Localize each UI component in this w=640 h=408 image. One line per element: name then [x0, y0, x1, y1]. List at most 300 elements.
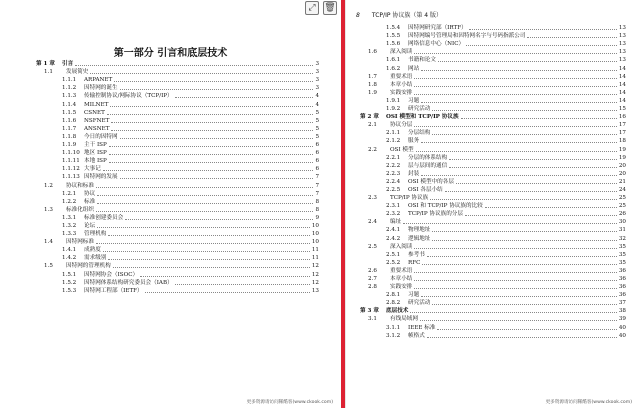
toc-entry-title: 本地 ISP: [84, 158, 107, 165]
toc-entry[interactable]: [360, 275, 626, 283]
toc-entry-title: 深入阅读: [390, 243, 413, 250]
toc-entry-title: 层与层间的通信: [408, 162, 448, 169]
toc-entry[interactable]: [36, 60, 319, 68]
toc-leader-dots: [421, 142, 617, 143]
toc-leader-dots: [114, 81, 313, 82]
toc-entry-number: 1.6.2: [386, 65, 401, 72]
toc-entry[interactable]: [360, 307, 626, 315]
toc-entry-page: 9: [315, 214, 319, 221]
toc-entry-number: 3.1.1: [386, 324, 401, 331]
toc-entry-title: TCP/IP 协议族的分层: [408, 211, 463, 218]
toc-entry[interactable]: [360, 202, 626, 210]
toc-entry-title: OSI 和 TCP/IP 协议族的比较: [408, 203, 483, 210]
toc-entry-page: 14: [618, 73, 626, 80]
left-toc: [36, 60, 319, 295]
toc-entry[interactable]: [360, 218, 626, 226]
toc-entry-title: 因特网体系结构研究委员会（IAB）: [84, 279, 173, 286]
toc-entry-title: 网站: [408, 65, 420, 72]
toc-entry-page: 5: [315, 125, 319, 132]
toc-entry[interactable]: [36, 141, 319, 149]
toc-entry-number: 1.1.2: [62, 85, 77, 92]
toc-entry-number: 1.6.1: [386, 57, 401, 64]
toc-entry[interactable]: [36, 198, 319, 206]
right-page: [346, 0, 640, 408]
toc-entry-page: 35: [618, 251, 626, 258]
toc-entry-page: 12: [311, 279, 319, 286]
toc-entry-number: 2.4.1: [386, 227, 401, 234]
toc-entry-number: 2.1: [368, 122, 377, 129]
toc-leader-dots: [421, 296, 617, 297]
toc-leader-dots: [96, 243, 310, 244]
toc-entry-page: 35: [618, 243, 626, 250]
toc-entry-number: 2.2.3: [386, 170, 401, 177]
toc-entry-number: 1.4.2: [62, 255, 77, 262]
toc-entry-page: 35: [618, 259, 626, 266]
toc-entry-page: 16: [618, 114, 626, 121]
toc-entry[interactable]: [360, 89, 626, 97]
toc-leader-dots: [416, 151, 617, 152]
toc-entry-number: 1.2.2: [62, 198, 77, 205]
toc-leader-dots: [432, 304, 616, 305]
toc-entry-number: 1.1.9: [62, 142, 77, 149]
toc-entry-title: 封装: [408, 170, 420, 177]
toc-entry-page: 5: [315, 117, 319, 124]
toc-entry-page: 5: [315, 109, 319, 116]
toc-entry[interactable]: [360, 97, 626, 105]
trash-icon[interactable]: 🗑: [324, 3, 336, 13]
toc-entry[interactable]: [36, 149, 319, 157]
toc-entry[interactable]: [360, 73, 626, 81]
toc-entry-number: 2.2.2: [386, 162, 401, 169]
toc-entry[interactable]: [360, 137, 626, 145]
toc-entry-title: 本章小结: [390, 276, 413, 282]
toc-entry-title: 实践安排: [390, 89, 413, 96]
toc-leader-dots: [420, 320, 617, 321]
toc-entry[interactable]: [36, 92, 319, 100]
toc-entry[interactable]: [360, 170, 626, 178]
toc-entry[interactable]: [36, 254, 319, 262]
toc-leader-dots: [445, 191, 617, 192]
toc-entry-page: 17: [618, 130, 626, 137]
toc-entry-page: 21: [618, 178, 626, 185]
toc-entry-page: 6: [315, 142, 319, 149]
toc-entry[interactable]: [360, 194, 626, 202]
toc-entry-title: 实践安排: [390, 284, 413, 291]
toc-leader-dots: [96, 211, 313, 212]
toc-entry[interactable]: [360, 105, 626, 113]
toc-entry-title: 物理地址: [408, 227, 431, 234]
toc-entry[interactable]: [360, 56, 626, 64]
toc-entry-number: 2.2.1: [386, 154, 401, 161]
toc-entry-page: 32: [618, 235, 626, 242]
toc-entry-number: 2.3.1: [386, 203, 401, 210]
toc-entry-title: OSI 模型中的各层: [408, 178, 454, 185]
toc-entry-title: 有线局域网: [390, 316, 418, 323]
toc-entry[interactable]: [360, 64, 626, 72]
toc-leader-dots: [432, 110, 616, 111]
toc-entry-number: 2.3: [368, 195, 377, 202]
export-icon[interactable]: ⤢: [305, 1, 319, 15]
toc-entry-number: 1.6: [368, 49, 377, 56]
toc-entry-number: 1.5.1: [62, 271, 77, 278]
toc-entry-page: 37: [618, 300, 626, 307]
toc-entry[interactable]: [360, 178, 626, 186]
toc-entry-title: 逻辑地址: [408, 235, 431, 242]
toc-entry-title: 管理机构: [84, 231, 107, 238]
toc-leader-dots: [113, 267, 310, 268]
toc-entry-title: 网络信息中心（NIC）: [408, 41, 465, 48]
toc-entry[interactable]: [360, 226, 626, 234]
toc-entry-number: 1.1.3: [62, 93, 77, 100]
toc-entry-number: 1.1.8: [62, 133, 77, 140]
toc-entry-title: MILNET: [84, 101, 109, 108]
toc-entry-title: 标准创建委员会: [84, 214, 124, 221]
toc-entry[interactable]: [36, 165, 319, 173]
toc-leader-dots: [111, 122, 313, 123]
toc-entry-title: 标准: [84, 198, 96, 205]
running-header: [356, 10, 626, 19]
toc-entry-page: 20: [618, 162, 626, 169]
toc-entry[interactable]: [36, 125, 319, 133]
toc-leader-dots: [97, 227, 310, 228]
right-toc: [360, 24, 626, 340]
toc-leader-dots: [414, 288, 616, 289]
toc-leader-dots: [421, 70, 617, 71]
toc-entry-page: 7: [315, 190, 319, 197]
toc-entry-page: 12: [311, 271, 319, 278]
toc-entry-title: 协议分层: [390, 122, 413, 129]
toc-leader-dots: [145, 292, 310, 293]
toc-entry-page: 36: [618, 284, 626, 291]
toc-entry-page: 6: [315, 166, 319, 173]
toc-entry-title: 主干 ISP: [84, 142, 107, 149]
toc-leader-dots: [125, 219, 313, 220]
toc-entry[interactable]: [36, 133, 319, 141]
toc-entry-page: 8: [315, 198, 319, 205]
toc-entry-page: 36: [618, 276, 626, 282]
toc-entry-title: 大事记: [84, 166, 101, 173]
toc-entry-number: 2.6: [368, 267, 377, 274]
toc-leader-dots: [432, 134, 616, 135]
toc-entry[interactable]: [360, 299, 626, 307]
toc-entry[interactable]: [360, 323, 626, 331]
toc-entry-number: 1.5.5: [386, 33, 401, 40]
toc-entry-page: 13: [618, 57, 626, 64]
left-footer: 更多资源请访问稀酷客(www.ckook.com): [246, 400, 333, 405]
part-title: 第一部分 引言和底层技术: [113, 48, 228, 59]
page-toolbar: [305, 1, 337, 15]
toc-entry-title: CSNET: [84, 109, 105, 116]
toc-entry-page: 3: [315, 69, 319, 76]
toc-entry-number: 1.3.2: [62, 222, 77, 229]
toc-entry[interactable]: [360, 332, 626, 340]
toc-entry-title: 今日的因特网: [84, 133, 118, 140]
toc-entry-number: 2.2.4: [386, 178, 401, 185]
toc-entry-title: 需求级别: [84, 255, 107, 262]
toc-entry-title: 协议和标准: [66, 182, 94, 189]
toc-leader-dots: [485, 207, 617, 208]
toc-entry-number: 2.4.2: [386, 235, 401, 242]
toc-entry[interactable]: [360, 251, 626, 259]
toc-entry-number: 1.1.13: [62, 174, 80, 181]
toc-entry-page: 7: [315, 182, 319, 189]
toc-leader-dots: [527, 37, 616, 38]
toc-entry-number: 1.2.1: [62, 190, 77, 197]
toc-leader-dots: [103, 251, 310, 252]
toc-entry-title: RFC: [408, 259, 421, 266]
toc-entry-page: 13: [618, 25, 626, 32]
toc-entry-page: 8: [315, 206, 319, 213]
toc-entry-title: 参考书: [408, 251, 425, 258]
toc-entry-title: 因特网编号管理局和因特网名字与号码指派公司: [408, 33, 526, 40]
toc-entry[interactable]: [36, 190, 319, 198]
toc-entry[interactable]: [36, 238, 319, 246]
toc-entry-number: 2.2.5: [386, 186, 401, 193]
toc-leader-dots: [103, 170, 314, 171]
toc-entry-number: 1.5.6: [386, 41, 401, 48]
toc-entry-number: 1.3: [44, 206, 53, 213]
toc-entry-title: 深入阅读: [390, 49, 413, 56]
toc-entry[interactable]: [36, 76, 319, 84]
toc-entry-page: 36: [618, 292, 626, 299]
toc-entry-page: 11: [311, 255, 319, 262]
toc-entry-number: 3.1: [368, 316, 377, 323]
toc-entry[interactable]: [36, 222, 319, 230]
toc-leader-dots: [120, 178, 314, 179]
toc-entry-page: 3: [315, 77, 319, 84]
toc-entry[interactable]: [360, 81, 626, 89]
toc-entry[interactable]: [360, 283, 626, 291]
toc-entry-title: 标准化组织: [66, 206, 94, 213]
toc-leader-dots: [427, 337, 617, 338]
toc-entry-number: 1.1.1: [62, 77, 77, 84]
toc-entry-page: 31: [618, 227, 626, 234]
toc-entry-page: 19: [618, 146, 626, 153]
toc-entry-page: 18: [618, 138, 626, 145]
toc-entry-title: 因特网的发展: [84, 174, 118, 181]
toc-entry[interactable]: [360, 145, 626, 153]
toc-entry-title: OSI 模型和 TCP/IP 协议族: [386, 114, 459, 121]
toc-entry-number: 1.2: [44, 182, 53, 189]
toc-entry[interactable]: [360, 210, 626, 218]
toc-leader-dots: [75, 65, 313, 66]
toc-entry[interactable]: [360, 267, 626, 275]
toc-entry-number: 1.9.1: [386, 97, 401, 104]
toc-entry-number: 1.1.7: [62, 125, 77, 132]
toc-entry-page: 7: [315, 174, 319, 181]
toc-leader-dots: [97, 195, 313, 196]
toc-leader-dots: [422, 264, 617, 265]
toc-entry-page: 25: [618, 195, 626, 202]
toc-leader-dots: [110, 106, 313, 107]
toc-entry[interactable]: [36, 230, 319, 238]
page-number: 8: [356, 12, 360, 19]
toc-entry-page: 5: [315, 133, 319, 140]
toc-entry-page: 3: [315, 61, 319, 68]
toc-leader-dots: [465, 215, 617, 216]
toc-entry-page: 24: [618, 186, 626, 193]
toc-entry[interactable]: [360, 154, 626, 162]
toc-entry-page: 10: [311, 222, 319, 229]
toc-entry-number: 2.1.2: [386, 138, 401, 145]
toc-entry-title: 研究活动: [408, 106, 431, 113]
toc-entry-number: 2.2: [368, 146, 377, 153]
toc-leader-dots: [111, 130, 313, 131]
toc-entry-title: 服务: [408, 138, 420, 145]
toc-entry[interactable]: [360, 259, 626, 267]
toc-leader-dots: [109, 154, 314, 155]
toc-entry-number: 3.1.2: [386, 332, 401, 339]
toc-entry[interactable]: [360, 291, 626, 299]
toc-entry[interactable]: [360, 48, 626, 56]
toc-entry-number: 1.4: [44, 239, 53, 246]
toc-entry-title: 习题: [408, 292, 420, 299]
toc-leader-dots: [437, 329, 616, 330]
toc-entry-number: 第 1 章: [36, 61, 55, 68]
toc-entry-page: 25: [618, 203, 626, 210]
toc-leader-dots: [120, 138, 314, 139]
toc-entry-number: 1.8: [368, 81, 377, 88]
toc-entry-number: 1.5: [44, 263, 53, 270]
toc-entry-title: IEEE 标准: [408, 324, 436, 331]
toc-entry[interactable]: [36, 262, 319, 270]
toc-entry[interactable]: [36, 157, 319, 165]
toc-entry-number: 2.5.1: [386, 251, 401, 258]
toc-entry-title: 重要术语: [390, 267, 413, 274]
toc-leader-dots: [97, 203, 313, 204]
toc-entry-page: 40: [618, 324, 626, 331]
toc-entry-page: 19: [618, 154, 626, 161]
toc-entry[interactable]: [36, 173, 319, 181]
toc-entry-page: 40: [618, 332, 626, 339]
toc-entry-page: 30: [618, 219, 626, 226]
toc-entry-number: 2.8.1: [386, 292, 401, 299]
toc-entry-number: 1.5.2: [62, 279, 77, 286]
toc-entry[interactable]: [360, 24, 626, 32]
toc-entry-title: 编址: [390, 219, 402, 226]
toc-entry[interactable]: [360, 32, 626, 40]
toc-entry-number: 1.1.4: [62, 101, 77, 108]
toc-leader-dots: [107, 114, 314, 115]
toc-entry-page: 10: [311, 231, 319, 238]
toc-entry-title: 协议: [84, 190, 96, 197]
toc-entry-number: 1.1.12: [62, 166, 80, 173]
toc-leader-dots: [175, 97, 314, 98]
toc-leader-dots: [410, 312, 616, 313]
toc-entry-title: 书籍和论文: [408, 57, 436, 64]
toc-leader-dots: [108, 259, 309, 260]
toc-entry-title: 研究活动: [408, 300, 431, 307]
toc-entry-page: 20: [618, 170, 626, 177]
toc-entry[interactable]: [360, 162, 626, 170]
toc-entry-page: 36: [618, 267, 626, 274]
toc-entry-number: 1.1.10: [62, 150, 80, 157]
toc-entry[interactable]: [36, 68, 319, 76]
toc-entry-page: 14: [618, 97, 626, 104]
toc-entry[interactable]: [36, 270, 319, 278]
toc-entry-page: 6: [315, 150, 319, 157]
toc-leader-dots: [414, 94, 616, 95]
toc-entry-title: ARPANET: [84, 77, 113, 84]
toc-leader-dots: [109, 146, 314, 147]
toc-entry-number: 1.1.11: [62, 158, 80, 165]
toc-entry-number: 2.1.1: [386, 130, 401, 137]
toc-entry-page: 13: [311, 287, 319, 294]
toc-leader-dots: [140, 276, 310, 277]
toc-entry[interactable]: [360, 234, 626, 242]
toc-entry-title: 发展简史: [66, 69, 89, 76]
toc-entry-number: 1.9: [368, 89, 377, 96]
toc-entry-page: 10: [311, 239, 319, 246]
toc-leader-dots: [432, 240, 616, 241]
toc-entry[interactable]: [360, 129, 626, 137]
toc-entry-number: 2.3.2: [386, 211, 401, 218]
toc-leader-dots: [421, 102, 617, 103]
toc-entry[interactable]: [360, 113, 626, 121]
toc-leader-dots: [109, 162, 314, 163]
running-title: TCP/IP 协议族（第 4 版）: [371, 12, 442, 19]
toc-entry-title: 因特网的管理机构: [66, 263, 111, 270]
toc-leader-dots: [414, 53, 616, 54]
toc-entry[interactable]: [36, 84, 319, 92]
toc-entry[interactable]: [36, 214, 319, 222]
toc-entry[interactable]: [36, 100, 319, 108]
toc-entry-title: 地区 ISP: [84, 150, 107, 157]
toc-entry[interactable]: [36, 181, 319, 189]
toc-entry-number: 2.7: [368, 276, 377, 282]
toc-entry-number: 1.4.1: [62, 247, 77, 254]
toc-leader-dots: [449, 167, 617, 168]
toc-entry[interactable]: [36, 206, 319, 214]
toc-leader-dots: [427, 256, 617, 257]
toc-entry[interactable]: [36, 287, 319, 295]
toc-leader-dots: [466, 45, 617, 46]
toc-leader-dots: [96, 187, 313, 188]
toc-entry-title: TCP/IP 协议族: [390, 195, 429, 202]
toc-entry[interactable]: [36, 246, 319, 254]
toc-entry-number: 1.1.6: [62, 117, 77, 124]
toc-entry[interactable]: [36, 279, 319, 287]
toc-leader-dots: [449, 159, 617, 160]
toc-entry[interactable]: [360, 186, 626, 194]
toc-entry-page: 11: [311, 247, 319, 254]
toc-leader-dots: [414, 248, 616, 249]
toc-entry-title: 因特网标准: [66, 239, 94, 246]
toc-entry-title: 重要术语: [390, 73, 413, 80]
toc-entry-title: NSFNET: [84, 117, 110, 124]
toc-entry-page: 17: [618, 122, 626, 129]
toc-entry[interactable]: [360, 315, 626, 323]
toc-leader-dots: [469, 29, 617, 30]
page-divider: [341, 0, 345, 408]
toc-entry-page: 14: [618, 89, 626, 96]
toc-entry-page: 4: [315, 93, 319, 100]
toc-entry-title: 因特网的诞生: [84, 85, 118, 92]
toc-entry-title: 帧格式: [408, 332, 425, 339]
toc-entry[interactable]: [360, 121, 626, 129]
toc-leader-dots: [414, 86, 616, 87]
toc-entry-number: 1.7: [368, 73, 377, 80]
toc-entry[interactable]: [360, 40, 626, 48]
toc-entry-title: 因特网研究部（IRTF）: [408, 25, 467, 32]
toc-entry[interactable]: [360, 243, 626, 251]
toc-entry-number: 1.3.1: [62, 214, 77, 221]
toc-entry-page: 13: [618, 49, 626, 56]
toc-entry[interactable]: [36, 109, 319, 117]
toc-leader-dots: [414, 126, 616, 127]
toc-entry[interactable]: [36, 117, 319, 125]
toc-entry-number: 2.5.2: [386, 259, 401, 266]
